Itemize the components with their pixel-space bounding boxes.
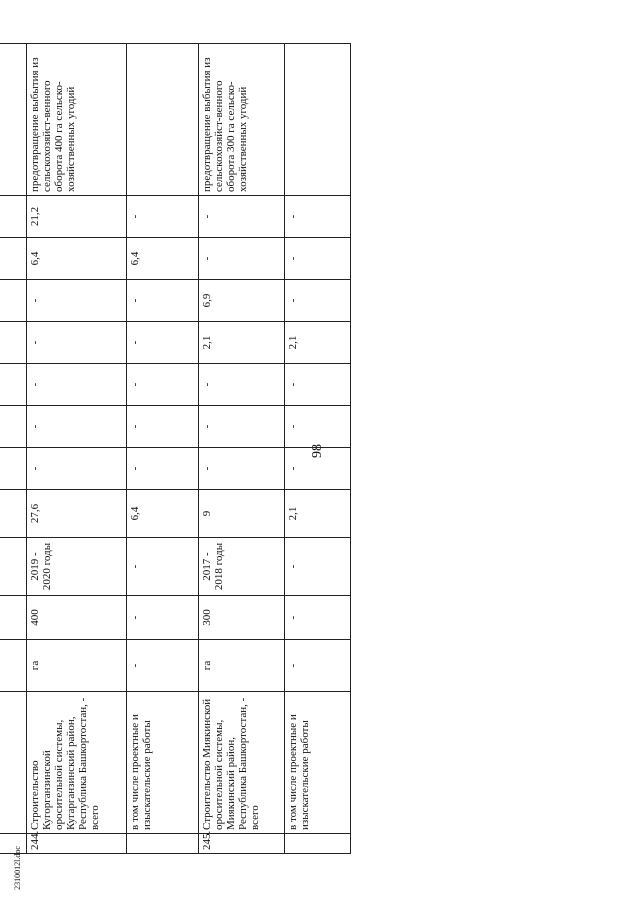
year-cell: - bbox=[127, 321, 199, 363]
year-cell: 6,4 bbox=[127, 237, 199, 279]
year-cell: - bbox=[27, 363, 127, 405]
year-cell: - bbox=[127, 447, 199, 489]
total-cell: 9 bbox=[199, 489, 285, 537]
year-cell bbox=[0, 195, 27, 237]
year-cell: - bbox=[285, 279, 351, 321]
year-cell bbox=[0, 447, 27, 489]
year-cell: - bbox=[199, 237, 285, 279]
year-cell: - bbox=[285, 195, 351, 237]
result-cell: предотвращение выбытия из сельскохозяйст-венного оборота 300 га сельско-хозяйственных угодий bbox=[199, 43, 285, 195]
rotated-table-container bbox=[0, 44, 345, 854]
object-name: в том числе проектные и изыскательские работы bbox=[127, 691, 199, 833]
year-cell: - bbox=[127, 279, 199, 321]
object-name: в том числе проектные и изыскательские работы bbox=[285, 691, 351, 833]
table-row bbox=[27, 43, 127, 853]
year-cell: - bbox=[27, 279, 127, 321]
unit-cell: - bbox=[127, 639, 199, 691]
investment-table bbox=[0, 43, 351, 854]
year-cell bbox=[0, 405, 27, 447]
total-cell: 2,1 bbox=[285, 489, 351, 537]
capacity-cell bbox=[0, 595, 27, 639]
year-cell bbox=[0, 321, 27, 363]
unit-cell: - bbox=[285, 639, 351, 691]
year-cell: - bbox=[285, 363, 351, 405]
year-cell: - bbox=[199, 363, 285, 405]
year-cell: - bbox=[27, 447, 127, 489]
year-cell: 6,4 bbox=[27, 237, 127, 279]
terms-cell: 2019 - 2020 годы bbox=[27, 537, 127, 595]
year-cell bbox=[0, 237, 27, 279]
year-cell: - bbox=[199, 447, 285, 489]
year-cell bbox=[0, 363, 27, 405]
year-cell bbox=[0, 279, 27, 321]
year-cell: 6,9 bbox=[199, 279, 285, 321]
row-number bbox=[0, 834, 27, 854]
table-row bbox=[127, 43, 199, 853]
object-name: Строительство Миякинской оросительной системы, Миякинский район, Республика Башкортостан, - всего bbox=[199, 691, 285, 833]
result-cell bbox=[127, 43, 199, 195]
row-number: 244. bbox=[27, 834, 127, 854]
capacity-cell: 300 bbox=[199, 595, 285, 639]
terms-cell: - bbox=[127, 537, 199, 595]
year-cell: 2,1 bbox=[285, 321, 351, 363]
unit-cell: га bbox=[27, 639, 127, 691]
year-cell: - bbox=[27, 321, 127, 363]
year-cell: - bbox=[127, 363, 199, 405]
terms-cell: 2017 - 2018 годы bbox=[199, 537, 285, 595]
terms-cell: - bbox=[285, 537, 351, 595]
year-cell: - bbox=[285, 405, 351, 447]
year-cell: - bbox=[285, 237, 351, 279]
row-number: 245. bbox=[199, 834, 285, 854]
page-number: 98 bbox=[310, 444, 325, 458]
year-cell: 2,1 bbox=[199, 321, 285, 363]
year-cell: - bbox=[127, 405, 199, 447]
year-cell: - bbox=[285, 447, 351, 489]
total-cell bbox=[0, 489, 27, 537]
capacity-cell: 400 bbox=[27, 595, 127, 639]
capacity-cell: - bbox=[127, 595, 199, 639]
year-cell: - bbox=[27, 405, 127, 447]
table-row bbox=[285, 43, 351, 853]
year-cell: - bbox=[199, 405, 285, 447]
unit-cell: га bbox=[199, 639, 285, 691]
total-cell: 6,4 bbox=[127, 489, 199, 537]
result-cell: предотвращение выбытия из сельскохозяйст-венного оборота 400 га сельско-хозяйственных угодий bbox=[27, 43, 127, 195]
year-cell: - bbox=[199, 195, 285, 237]
result-cell bbox=[0, 43, 27, 195]
row-number bbox=[127, 834, 199, 854]
table-row bbox=[0, 43, 27, 853]
year-cell: - bbox=[127, 195, 199, 237]
year-cell: 21,2 bbox=[27, 195, 127, 237]
footer-filename: 2310012l.doc bbox=[13, 846, 22, 890]
row-number bbox=[285, 834, 351, 854]
capacity-cell: - bbox=[285, 595, 351, 639]
result-cell bbox=[285, 43, 351, 195]
table-row bbox=[199, 43, 285, 853]
object-name bbox=[0, 691, 27, 833]
terms-cell bbox=[0, 537, 27, 595]
object-name: Строительство Кугорганзинской оросительной системы, Кугарганзинский район, Республика Башкортостан, - всего bbox=[27, 691, 127, 833]
total-cell: 27,6 bbox=[27, 489, 127, 537]
unit-cell bbox=[0, 639, 27, 691]
